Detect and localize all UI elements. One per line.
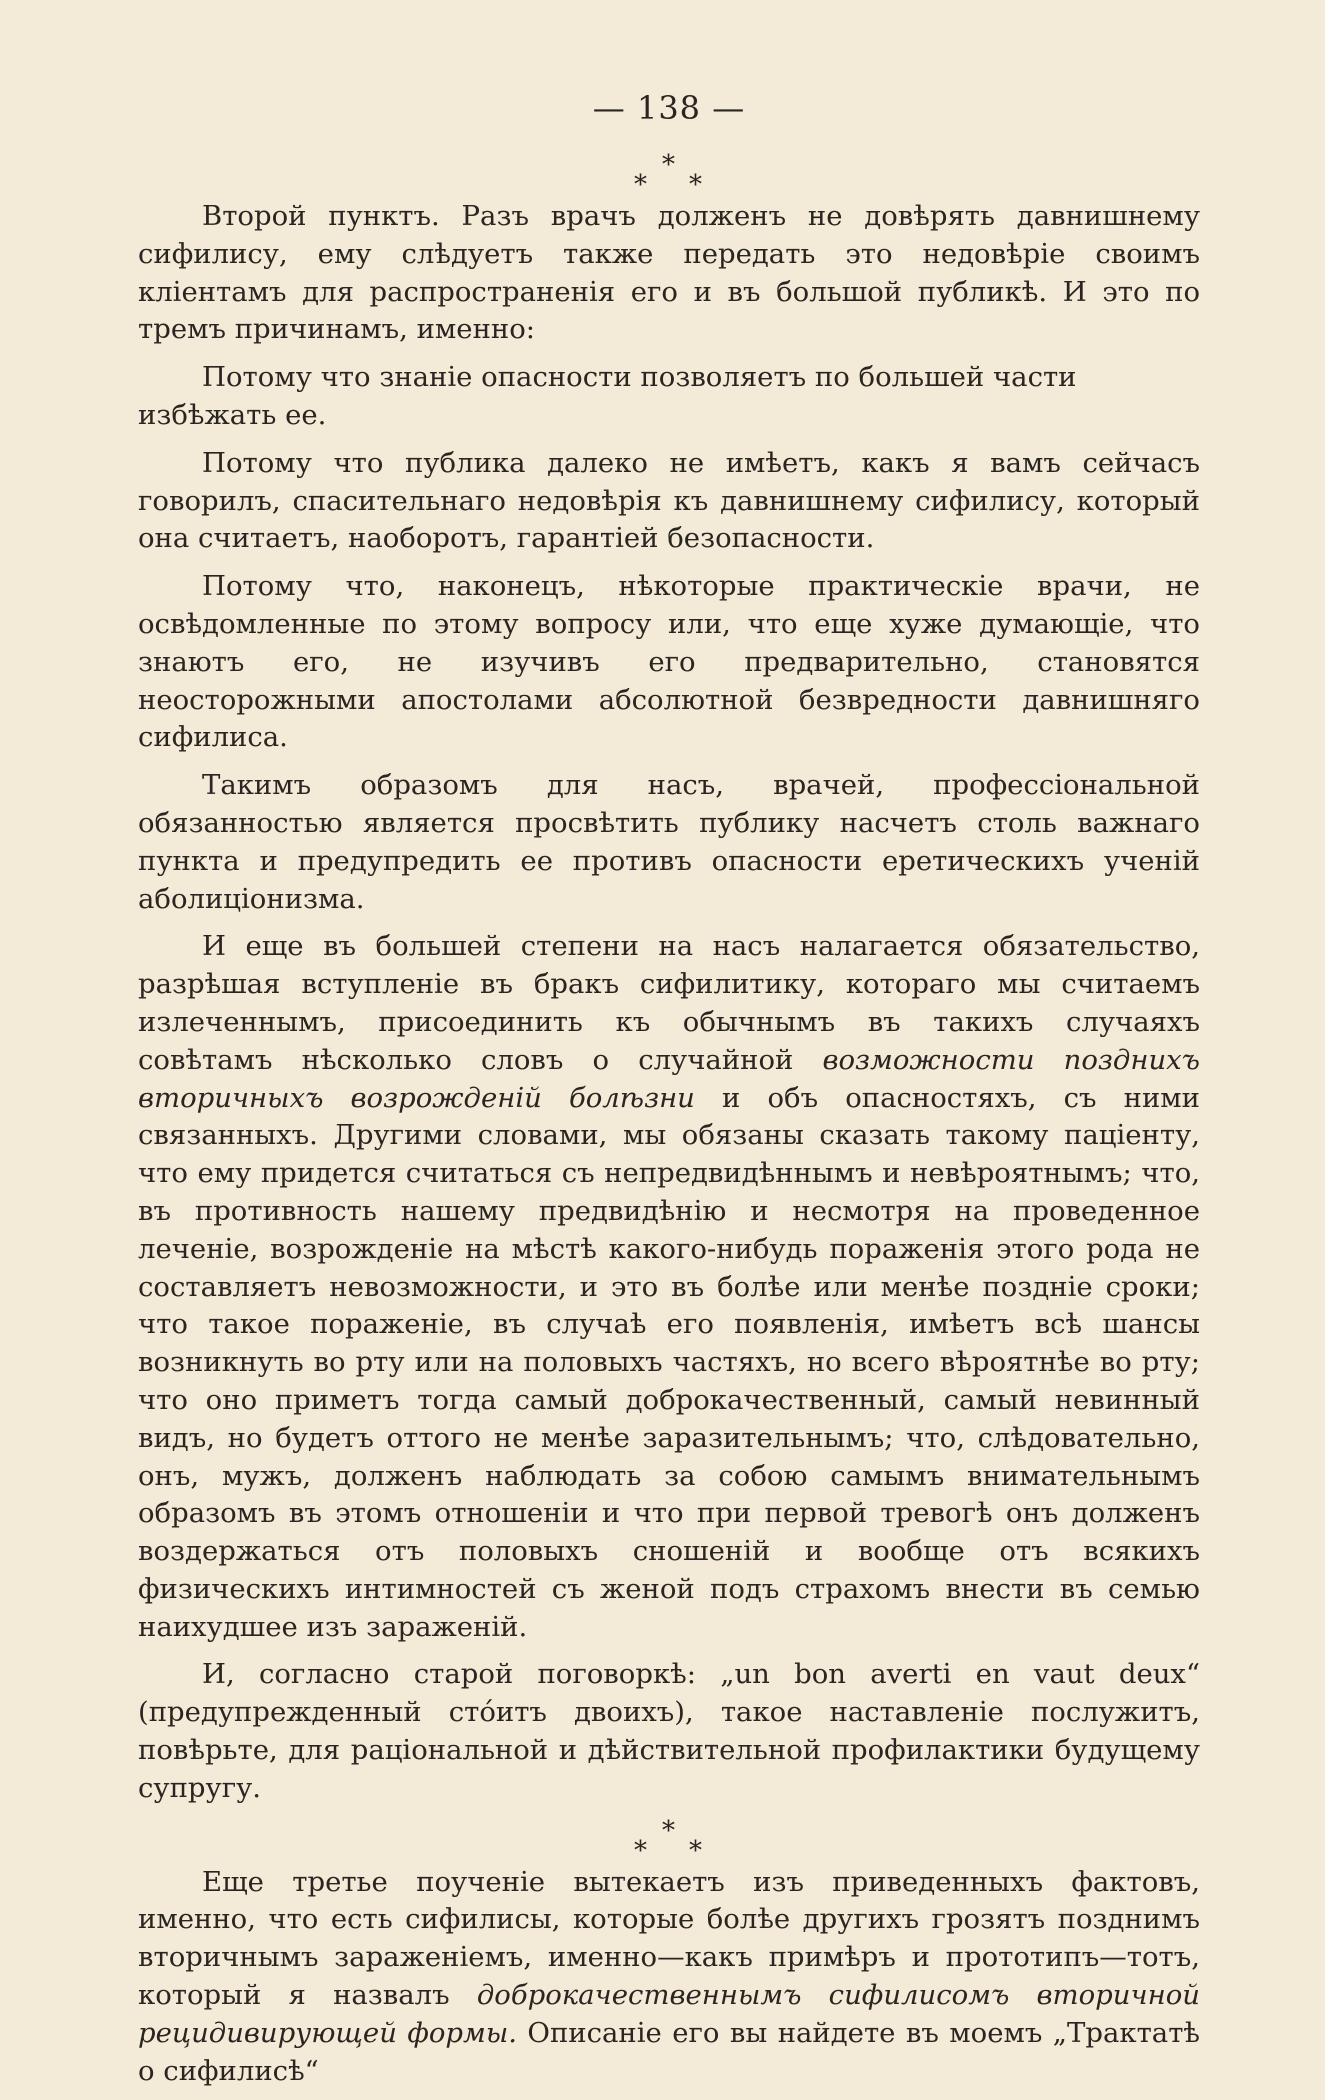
paragraph-text: И еще въ большей степени на насъ налагается обязательство, разрѣшая вступленіе въ бракъ сифилитику, котораго мы считаемъ излеченнымъ, присоединить къ обычнымъ въ такихъ случаяхъ совѣтамъ нѣсколько словъ о случайной bbox=[138, 930, 1200, 1076]
section-asterism-1 bbox=[629, 152, 709, 198]
paragraph-text: Описаніе его вы найдете въ моемъ „Трактатѣ о сифилисѣ“ bbox=[138, 2016, 1200, 2087]
asterisk: * bbox=[634, 170, 647, 200]
asterisk: * bbox=[662, 1815, 675, 1846]
page-number: — 138 — bbox=[592, 89, 746, 127]
paragraph-second-point: Второй пунктъ. Разъ врачъ долженъ не довѣрять давнишнему сифилису, ему слѣдуетъ также передать это недовѣріе своимъ клiентамъ для распространенія его и въ большой публикѣ. И это по тремъ причинамъ, именно: bbox=[138, 200, 1200, 346]
section-asterism-2 bbox=[629, 1815, 709, 1866]
asterisk: * bbox=[689, 1835, 702, 1866]
asterisk: * bbox=[689, 170, 702, 200]
paragraph-text: и объ опасностяхъ, съ ними связанныхъ. Другими словами, мы обязаны сказать такому паціенту, что ему придется считаться съ непредвидѣннымъ и невѣроятнымъ; что, въ противность нашему предвидѣнію и несмотря на проведенное леченіе, возрожденіе на мѣстѣ какого-нибудь пораженія этого рода не составляетъ невозможности, и это въ болѣе или менѣе поздніе сроки; что такое пораженіе, въ случаѣ его появленія, имѣетъ всѣ шансы возникнуть во рту или на половыхъ частяхъ, но всего вѣроятнѣе во рту; что оно приметъ тогда самый доброкачественный, самый невинный видъ, но будетъ оттого не менѣе заразительнымъ; что, слѣдовательно, онъ, мужъ, долженъ наблюдать за собою самымъ внимательнымъ образомъ въ этомъ отношеніи и что при первой тревогѣ онъ долженъ воздержаться отъ половыхъ сношеній и вообще отъ всякихъ физическихъ интимностей съ женой подъ страхомъ внести въ семью наихудшее изъ зараженій. bbox=[138, 1081, 1201, 1643]
paragraph-proverb: И, согласно старой поговоркѣ: „un bon averti en vaut deux“ (предупрежденный стóитъ двоихъ), такое наставленіе послужитъ, повѣрьте, для раціональной и дѣйствительной профилактики будущему супругу. bbox=[138, 1658, 1200, 1804]
paragraph-reason-2: Потому что публика далеко не имѣетъ, какъ я вамъ сейчасъ говорилъ, спасительнаго недовѣрія къ давнишнему сифилису, который она считаетъ, наоборотъ, гарантiей безопасности. bbox=[138, 446, 1200, 555]
asterisk: * bbox=[634, 1835, 647, 1866]
asterisk: * bbox=[662, 150, 675, 180]
paragraph-reason-1: Потому что знаніе опасности позволяетъ по большей части избѣжать ее. bbox=[138, 361, 1077, 431]
paragraph-duty: Такимъ образомъ для насъ, врачей, профессiональной обязанностью является просвѣтить публику насчетъ столь важнаго пункта и предупредить ее противъ опасности еретическихъ ученій аболиціонизма. bbox=[138, 769, 1200, 915]
paragraph-reason-3: Потому что, наконецъ, нѣкоторые практическіе врачи, не освѣдомленные по этому вопросу или, что еще хуже думающіе, что знаютъ его, не изучивъ его предварительно, становятся неосторожными апостолами абсолютной безвредности давнишняго сифилиса. bbox=[138, 570, 1200, 754]
paragraph-italic-text: возможности позднихъ вторичныхъ возрожденій болѣзни bbox=[138, 1043, 1200, 1114]
paragraph-marriage-advice bbox=[138, 928, 1200, 1646]
paragraph-text: Еще третье поученіе вытекаетъ изъ приведенныхъ фактовъ, именно, что есть сифилисы, которые болѣе другихъ грозятъ позднимъ вторичнымъ зараженіемъ, именно—какъ примѣръ и прототипъ—тотъ, который я назвалъ bbox=[138, 1865, 1200, 2012]
paragraph-italic-text: доброкачественнымъ сифилисомъ вторичной рецидивирующей формы. bbox=[138, 1979, 1200, 2049]
paragraph-third-lesson bbox=[138, 1864, 1200, 2091]
page bbox=[138, 88, 1200, 2100]
